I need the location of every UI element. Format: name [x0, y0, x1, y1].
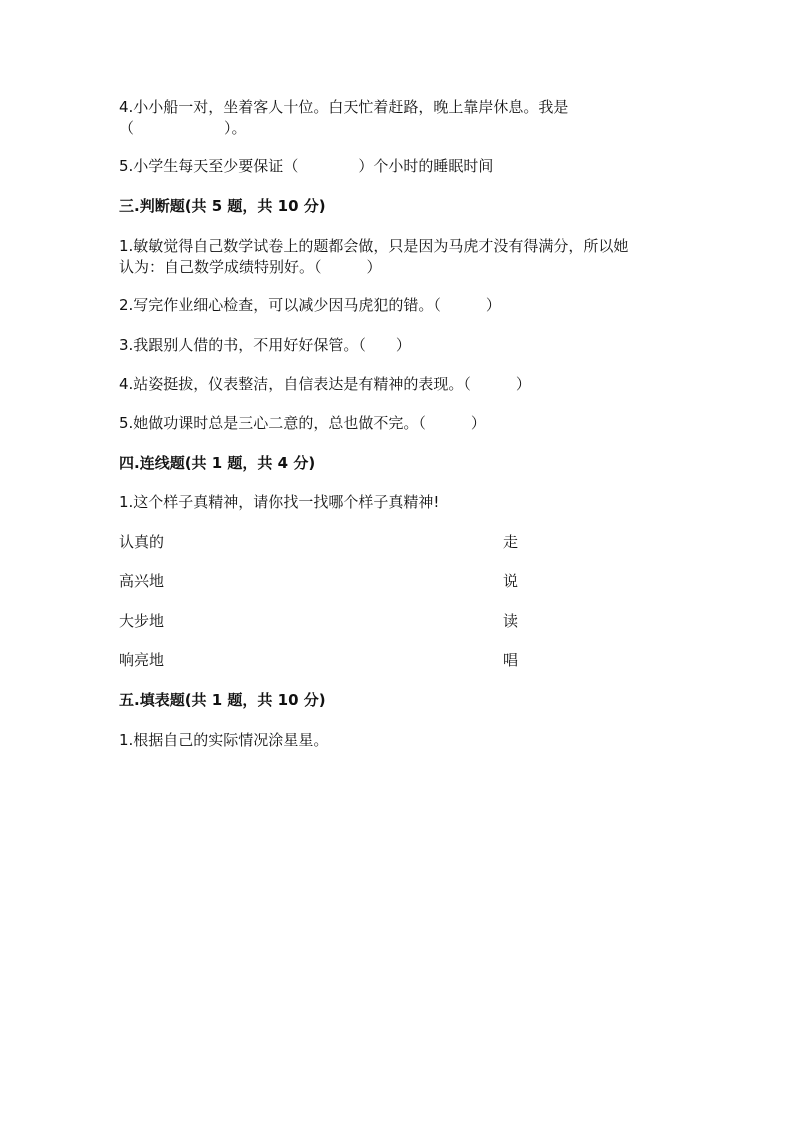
section-5-heading: 五.填表题(共 1 题，共 10 分)	[119, 691, 326, 709]
judge-question-5: 5.她做功课时总是三心二意的，总也做不完。（ ）	[119, 414, 486, 432]
judge-question-2: 2.写完作业细心检查，可以减少因马虎犯的错。（ ）	[119, 296, 501, 314]
match-question-1: 1.这个样子真精神，请你找一找哪个样子真精神!	[119, 493, 440, 511]
table-question-1: 1.根据自己的实际情况涂星星。	[119, 731, 329, 749]
section-4-heading: 四.连线题(共 1 题，共 4 分)	[119, 454, 316, 472]
match-right-item: 走	[503, 533, 519, 551]
match-left-item: 认真的	[119, 533, 165, 551]
match-left-item: 大步地	[119, 612, 165, 630]
match-right-item: 唱	[503, 651, 519, 669]
fill-question-4-line2: （ ）。	[119, 119, 247, 137]
match-left-item: 响亮地	[119, 651, 165, 669]
judge-question-1-line1: 1.敏敏觉得自己数学试卷上的题都会做，只是因为马虎才没有得满分，所以她	[119, 237, 629, 255]
match-right-item: 说	[503, 572, 519, 590]
judge-question-3: 3.我跟别人借的书，不用好好保管。（ ）	[119, 336, 411, 354]
match-left-item: 高兴地	[119, 572, 165, 590]
match-right-item: 读	[503, 612, 519, 630]
judge-question-4: 4.站姿挺拔，仪表整洁，自信表达是有精神的表现。（ ）	[119, 375, 531, 393]
fill-question-4-line1: 4.小小船一对，坐着客人十位。白天忙着赶路，晚上靠岸休息。我是	[119, 98, 569, 116]
judge-question-1-line2: 认为：自己数学成绩特别好。（ ）	[119, 258, 382, 276]
fill-question-5: 5.小学生每天至少要保证（ ）个小时的睡眠时间	[119, 157, 494, 175]
section-3-heading: 三.判断题(共 5 题，共 10 分)	[119, 197, 326, 215]
